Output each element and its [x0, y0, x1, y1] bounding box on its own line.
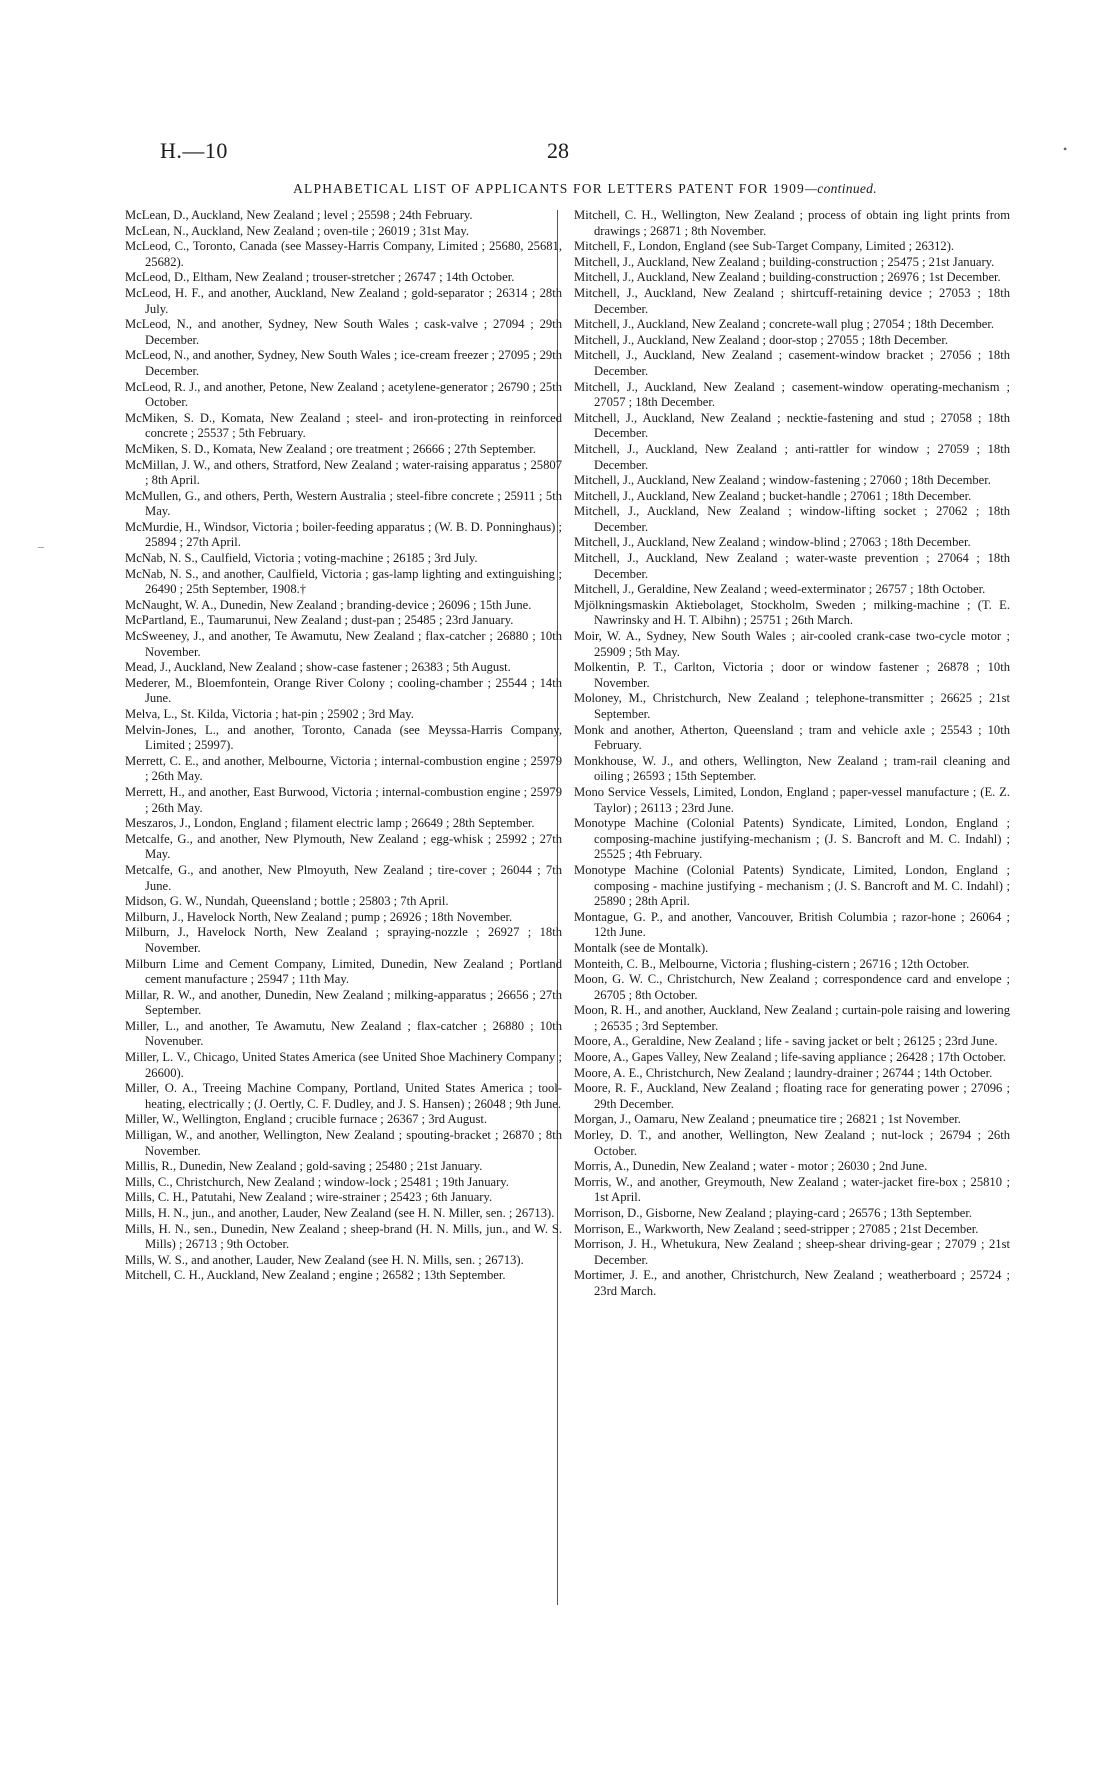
margin-mark-right: • [1063, 142, 1068, 156]
patent-entry: Moore, A., Gapes Valley, New Zealand ; life-saving appliance ; 26428 ; 17th October. [574, 1050, 1006, 1065]
patent-entry: Mederer, M., Bloemfontein, Orange River Colony ; cooling-chamber ; 25544 ; 14th June. [125, 675, 562, 706]
patent-entry: Mitchell, J., Auckland, New Zealand ; bucket-handle ; 27061 ; 18th December. [574, 488, 972, 503]
patent-entry: McLeod, H. F., and another, Auckland, New Zealand ; gold-separator ; 26314 ; 28th July. [125, 285, 562, 316]
patent-entry: McNab, N. S., and another, Caulfield, Victoria ; gas-lamp lighting and extinguishing ; 26490 ; 25th September, 1908.† [125, 566, 562, 597]
patent-entry: Moore, R. F., Auckland, New Zealand ; floating race for generating power ; 27096 ; 29th December. [574, 1081, 1010, 1111]
patent-entry: Milburn, J., Havelock North, New Zealand ; spraying-nozzle ; 26927 ; 18th November. [125, 925, 562, 955]
patent-entry: Miller, W., Wellington, England ; crucible furnace ; 26367 ; 3rd August. [125, 1112, 488, 1127]
patent-entry: Mitchell, J., Auckland, New Zealand ; water-waste prevention ; 27064 ; 18th December. [574, 551, 1010, 581]
patent-entry: Merrett, C. E., and another, Melbourne, Victoria ; internal-combustion engine ; 25979 ; 26th May. [125, 753, 562, 784]
patent-entry: Miller, L. V., Chicago, United States America (see United Shoe Machinery Company ; 26600). [125, 1050, 562, 1080]
patent-entry: McLeod, N., and another, Sydney, New South Wales ; ice-cream freezer ; 27095 ; 29th December. [125, 348, 562, 378]
patent-entry: Mead, J., Auckland, New Zealand ; show-case fastener ; 26383 ; 5th August. [125, 660, 511, 675]
patent-entry: Moloney, M., Christchurch, New Zealand ; telephone-transmitter ; 26625 ; 21st September. [574, 691, 1010, 721]
patent-entry: Midson, G. W., Nundah, Queensland ; bottle ; 25803 ; 7th April. [125, 894, 449, 909]
patent-entry: Miller, O. A., Treeing Machine Company, Portland, United States America ; tool-heating, electrically ; (J. Oertly, C. F. Dudley, and J. S. Hansen) ; 26048 ; 9th June. [125, 1081, 562, 1111]
margin-mark-left: – [38, 539, 44, 553]
patent-entry: Moon, G. W. C., Christchurch, New Zealand ; correspondence card and envelope ; 26705 ; 8th October. [574, 972, 1010, 1002]
patent-entry: Mitchell, J., Auckland, New Zealand ; building-construction ; 26976 ; 1st December. [574, 270, 1001, 285]
patent-entry: McMullen, G., and others, Perth, Western Australia ; steel-fibre concrete ; 25911 ; 5th May. [125, 488, 562, 519]
patent-entry: McLean, N., Auckland, New Zealand ; oven-tile ; 26019 ; 31st May. [125, 223, 470, 238]
patent-entry: McSweeney, J., and another, Te Awamutu, New Zealand ; flax-catcher ; 26880 ; 10th November. [125, 629, 562, 659]
patent-entry: McLean, D., Auckland, New Zealand ; level ; 25598 ; 24th February. [125, 208, 473, 222]
patent-entry: McLeod, N., and another, Sydney, New South Wales ; cask-valve ; 27094 ; 29th December. [125, 317, 562, 347]
patent-entry: Melvin-Jones, L., and another, Toronto, Canada (see Meyssa-Harris Company, Limited ; 25997). [125, 722, 562, 753]
page-heading [150, 181, 1020, 197]
patent-entry: Morrison, D., Gisborne, New Zealand ; playing-card ; 26576 ; 13th September. [574, 1206, 973, 1220]
patent-entry: Mono Service Vessels, Limited, London, England ; paper-vessel manufacture ; (E. Z. Taylor) ; 26113 ; 23rd June. [574, 784, 1010, 815]
patent-entry: Melva, L., St. Kilda, Victoria ; hat-pin ; 25902 ; 3rd May. [125, 707, 414, 721]
patent-entry: Mills, H. N., sen., Dunedin, New Zealand ; sheep-brand (H. N. Mills, jun., and W. S. Mills) ; 26713 ; 9th October. [125, 1221, 562, 1252]
page-number: 28 [547, 138, 569, 163]
patent-entry: Milligan, W., and another, Wellington, New Zealand ; spouting-bracket ; 26870 ; 8th November. [125, 1128, 562, 1158]
patent-entry: Millis, R., Dunedin, New Zealand ; gold-saving ; 25480 ; 21st January. [125, 1159, 483, 1174]
patent-entry: McLeod, D., Eltham, New Zealand ; trouser-stretcher ; 26747 ; 14th October. [125, 270, 515, 285]
patent-entry: Merrett, H., and another, East Burwood, Victoria ; internal-combustion engine ; 25979 ; 26th May. [125, 784, 562, 815]
patent-entry: Mitchell, J., Auckland, New Zealand ; shirtcuff-retaining device ; 27053 ; 18th December. [574, 285, 1010, 316]
patent-entry: Milburn Lime and Cement Company, Limited, Dunedin, New Zealand ; Portland cement manufacture ; 25947 ; 11th May. [125, 956, 562, 987]
patent-entry: Mitchell, J., Auckland, New Zealand ; casement-window bracket ; 27056 ; 18th December. [574, 348, 1010, 378]
patent-entry: Mitchell, J., Auckland, New Zealand ; anti-rattler for window ; 27059 ; 18th December. [574, 441, 1010, 472]
patent-entry: Mills, H. N., jun., and another, Lauder, New Zealand (see H. N. Miller, sen. ; 26713). [125, 1206, 555, 1220]
patent-entry: Milburn, J., Havelock North, New Zealand ; pump ; 26926 ; 18th November. [125, 909, 513, 924]
right-column [574, 208, 1010, 1300]
patent-entry: Moir, W. A., Sydney, New South Wales ; air-cooled crank-case two-cycle motor ; 25909 ; 5th May. [574, 629, 1010, 659]
patent-entry: Moon, R. H., and another, Auckland, New Zealand ; curtain-pole raising and lowering ; 26535 ; 3rd September. [574, 1003, 1010, 1033]
patent-entry: Mjölkningsmaskin Aktiebolaget, Stockholm, Sweden ; milking-machine ; (T. E. Nawrinsky and H. T. Albihn) ; 25751 ; 26th March. [574, 597, 1010, 628]
patent-entry: Montalk (see de Montalk). [574, 940, 709, 955]
patent-entry: Mitchell, J., Auckland, New Zealand ; casement-window operating-mechanism ; 27057 ; 18th December. [574, 379, 1010, 410]
heading-title: ALPHABETICAL LIST OF APPLICANTS FOR LETTERS PATENT FOR 1909 [293, 181, 805, 196]
patent-entry: McMurdie, H., Windsor, Victoria ; boiler-feeding apparatus ; (W. B. D. Ponninghaus) ; 25894 ; 27th April. [125, 519, 562, 550]
patent-entry: McMiken, S. D., Komata, New Zealand ; ore treatment ; 26666 ; 27th September. [125, 441, 536, 456]
patent-entry: Mills, W. S., and another, Lauder, New Zealand (see H. N. Mills, sen. ; 26713). [125, 1252, 524, 1267]
patent-entry: Morgan, J., Oamaru, New Zealand ; pneumatice tire ; 26821 ; 1st November. [574, 1112, 961, 1127]
patent-entry: Morrison, E., Warkworth, New Zealand ; seed-stripper ; 27085 ; 21st December. [574, 1221, 979, 1236]
patent-entry: Monotype Machine (Colonial Patents) Syndicate, Limited, London, England ; composing - machine justifying - mechanism ; (J. S. Bancroft and M. C. Indahl) ; 25890 ; 28th April. [574, 862, 1010, 909]
patent-entry: Mitchell, J., Geraldine, New Zealand ; weed-exterminator ; 26757 ; 18th October. [574, 582, 986, 597]
patent-entry: Molkentin, P. T., Carlton, Victoria ; door or window fastener ; 26878 ; 10th November. [574, 660, 1010, 690]
patent-entry: Mitchell, J., Auckland, New Zealand ; window-fastening ; 27060 ; 18th December. [574, 473, 991, 488]
patent-entry: Mitchell, J., Auckland, New Zealand ; door-stop ; 27055 ; 18th December. [574, 332, 948, 347]
patent-entry: Mitchell, C. H., Auckland, New Zealand ; engine ; 26582 ; 13th September. [125, 1268, 506, 1283]
patent-entry: Morrison, J. H., Whetukura, New Zealand ; sheep-shear driving-gear ; 27079 ; 21st December. [574, 1237, 1010, 1267]
patent-entry: McNaught, W. A., Dunedin, New Zealand ; branding-device ; 26096 ; 15th June. [125, 597, 532, 612]
patent-entry: Morris, A., Dunedin, New Zealand ; water - motor ; 26030 ; 2nd June. [574, 1159, 928, 1174]
heading-continued: —continued. [804, 181, 877, 196]
patent-entry: McLeod, C., Toronto, Canada (see Massey-Harris Company, Limited ; 25680, 25681, 25682). [125, 239, 562, 269]
patent-entry: Mitchell, F., London, England (see Sub-Target Company, Limited ; 26312). [574, 239, 955, 254]
patent-entry: Mitchell, C. H., Wellington, New Zealand ; process of obtain ing light prints from drawings ; 26871 ; 8th November. [574, 208, 1010, 238]
patent-entry: McMillan, J. W., and others, Stratford, New Zealand ; water-raising apparatus ; 25807 ; 8th April. [125, 457, 562, 488]
patent-entry: Metcalfe, G., and another, New Plmoyuth, New Zealand ; tire-cover ; 26044 ; 7th June. [125, 862, 562, 893]
patent-entry: Mortimer, J. E., and another, Christchurch, New Zealand ; weatherboard ; 25724 ; 23rd March. [574, 1268, 1010, 1298]
patent-entry: Monk and another, Atherton, Queensland ; tram and vehicle axle ; 25543 ; 10th February. [574, 722, 1010, 753]
patent-entry: Monkhouse, W. J., and others, Wellington, New Zealand ; tram-rail cleaning and oiling ; 26593 ; 15th September. [574, 753, 1010, 784]
patent-entry: Millar, R. W., and another, Dunedin, New Zealand ; milking-apparatus ; 26656 ; 27th September. [125, 987, 562, 1018]
patent-entry: Mitchell, J., Auckland, New Zealand ; concrete-wall plug ; 27054 ; 18th December. [574, 317, 995, 332]
patent-entry: Mitchell, J., Auckland, New Zealand ; window-lifting socket ; 27062 ; 18th December. [574, 504, 1010, 534]
patent-entry: Mills, C. H., Patutahi, New Zealand ; wire-strainer ; 25423 ; 6th January. [125, 1190, 493, 1205]
patent-entry: Morris, W., and another, Greymouth, New Zealand ; water-jacket fire-box ; 25810 ; 1st April. [574, 1174, 1010, 1205]
patent-entry: Monotype Machine (Colonial Patents) Syndicate, Limited, London, England ; composing-machine justifying-mechanism ; (J. S. Bancroft and M. C. Indahl) ; 25525 ; 4th February. [574, 816, 1010, 862]
patent-entry: Miller, L., and another, Te Awamutu, New Zealand ; flax-catcher ; 26880 ; 10th Novenuber. [125, 1018, 562, 1049]
left-column [125, 208, 562, 1284]
patent-entry: McLeod, R. J., and another, Petone, New Zealand ; acetylene-generator ; 26790 ; 25th October. [125, 379, 562, 410]
patent-entry: Mitchell, J., Auckland, New Zealand ; necktie-fastening and stud ; 27058 ; 18th December. [574, 410, 1010, 441]
patent-entry: Mills, C., Christchurch, New Zealand ; window-lock ; 25481 ; 19th January. [125, 1174, 509, 1189]
patent-entry: Monteith, C. B., Melbourne, Victoria ; flushing-cistern ; 26716 ; 12th October. [574, 956, 970, 971]
patent-entry: Moore, A., Geraldine, New Zealand ; life - saving jacket or belt ; 26125 ; 23rd June. [574, 1034, 998, 1049]
patent-entry: Mitchell, J., Auckland, New Zealand ; building-construction ; 25475 ; 21st January. [574, 254, 995, 269]
patent-entry: McNab, N. S., Caulfield, Victoria ; voting-machine ; 26185 ; 3rd July. [125, 551, 478, 566]
patent-entry: McMiken, S. D., Komata, New Zealand ; steel- and iron-protecting in reinforced concrete ; 25537 ; 5th February. [125, 410, 562, 441]
patent-entry: McPartland, E., Taumarunui, New Zealand ; dust-pan ; 25485 ; 23rd January. [125, 613, 514, 628]
doc-reference: H.—10 [160, 138, 228, 163]
patent-entry: Morley, D. T., and another, Wellington, New Zealand ; nut-lock ; 26794 ; 26th October. [574, 1128, 1010, 1158]
patent-entry: Mitchell, J., Auckland, New Zealand ; window-blind ; 27063 ; 18th December. [574, 535, 971, 550]
patent-entry: Moore, A. E., Christchurch, New Zealand ; laundry-drainer ; 26744 ; 14th October. [574, 1065, 993, 1080]
patent-entry: Metcalfe, G., and another, New Plymouth, New Zealand ; egg-whisk ; 25992 ; 27th May. [125, 831, 562, 862]
patent-entry: Montague, G. P., and another, Vancouver, British Columbia ; razor-hone ; 26064 ; 12th June. [574, 909, 1010, 940]
patent-entry: Meszaros, J., London, England ; filament electric lamp ; 26649 ; 28th September. [125, 816, 535, 831]
